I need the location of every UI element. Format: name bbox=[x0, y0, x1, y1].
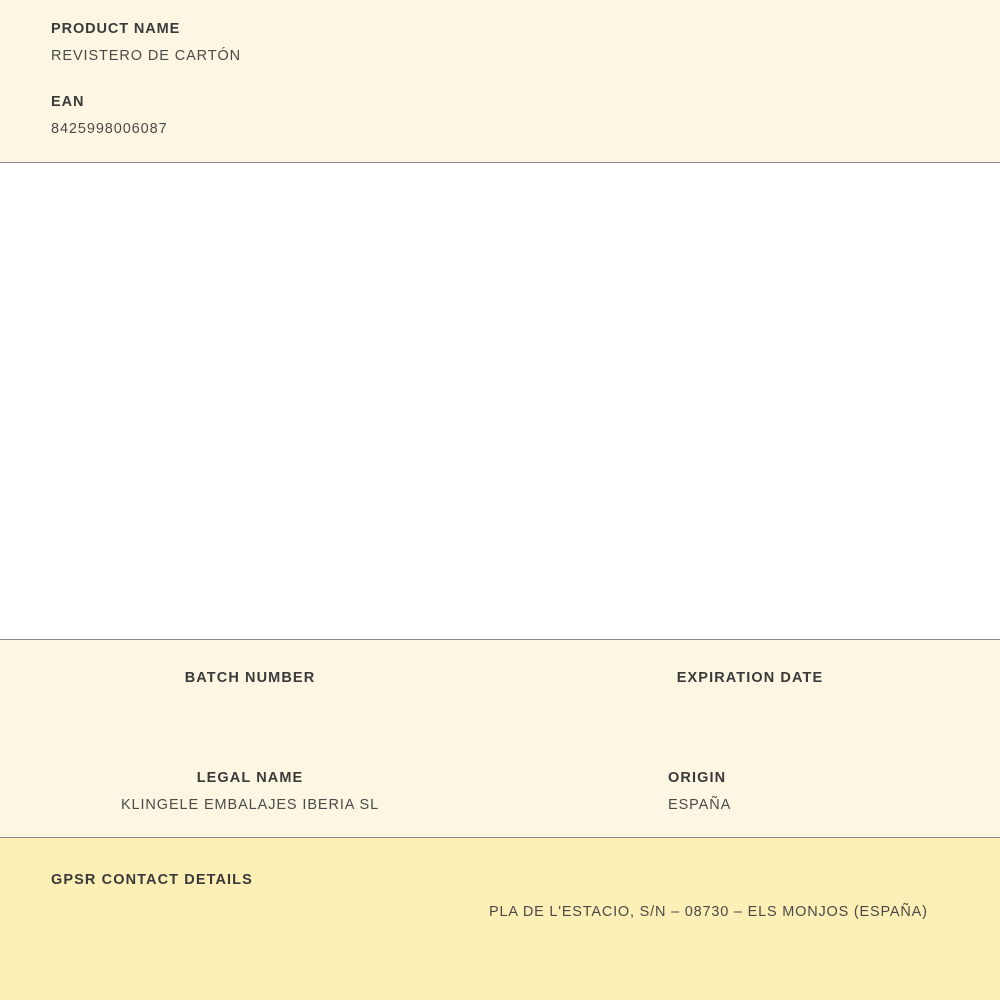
product-name-value: REVISTERO DE CARTÓN bbox=[51, 47, 242, 64]
expiration-date-value bbox=[500, 698, 1000, 714]
gpsr-footer-block bbox=[0, 838, 1000, 1000]
header-block bbox=[0, 0, 1000, 163]
legal-name-field bbox=[0, 771, 500, 814]
origin-field bbox=[500, 771, 1000, 814]
batch-number-value bbox=[0, 698, 500, 714]
expiration-date-field bbox=[500, 671, 1000, 714]
details-block bbox=[0, 640, 1000, 838]
ean-field bbox=[0, 95, 1000, 138]
details-row-batch-expiration bbox=[0, 640, 1000, 714]
gpsr-contact-label: GPSR CONTACT DETAILS bbox=[51, 872, 253, 888]
origin-value: ESPAÑA bbox=[668, 796, 732, 813]
product-name-field bbox=[0, 22, 1000, 65]
details-row-legal-origin bbox=[0, 714, 1000, 814]
ean-label: EAN bbox=[51, 93, 85, 110]
legal-name-value: KLINGELE EMBALAJES IBERIA SL bbox=[120, 796, 380, 813]
blank-content-area bbox=[0, 163, 1000, 640]
origin-label: ORIGIN bbox=[668, 769, 727, 786]
gpsr-contact-address: PLA DE L'ESTACIO, S/N – 08730 – ELS MONJOS (ESPAÑA) bbox=[489, 903, 928, 920]
ean-value: 8425998006087 bbox=[51, 120, 168, 137]
product-name-label: PRODUCT NAME bbox=[51, 21, 181, 37]
batch-number-label: BATCH NUMBER bbox=[184, 670, 316, 686]
legal-name-label: LEGAL NAME bbox=[196, 769, 304, 786]
expiration-date-label: EXPIRATION DATE bbox=[676, 670, 824, 686]
batch-number-field bbox=[0, 671, 500, 714]
